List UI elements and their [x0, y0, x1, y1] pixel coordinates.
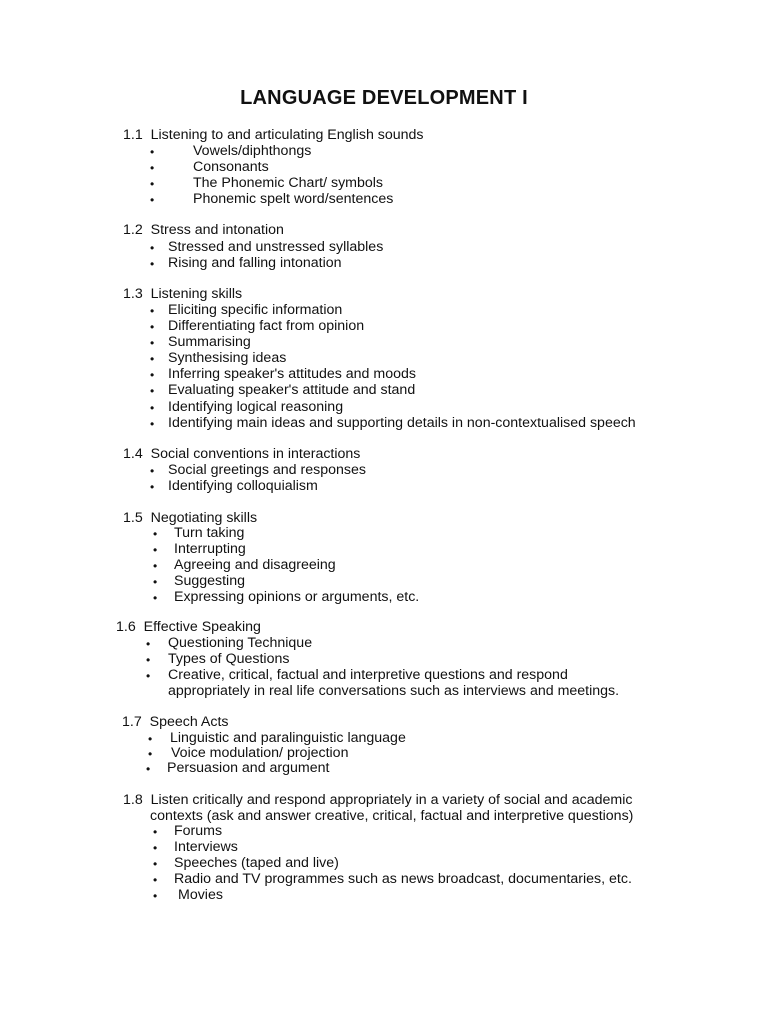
- list-item: Turn taking: [174, 525, 245, 541]
- section-heading-1-8-line2: contexts (ask and answer creative, critical, factual and interpretive questions): [150, 808, 634, 824]
- section-number: 1.6: [116, 619, 136, 635]
- list-item-continuation: appropriately in real life conversations such as interviews and meetings.: [168, 683, 620, 699]
- section-title: Listen critically and respond appropriately in a variety of social and academic: [150, 792, 633, 808]
- bullet-icon: •: [150, 480, 155, 494]
- section-heading-1-1: [123, 127, 424, 143]
- section-title: Effective Speaking: [143, 619, 261, 635]
- bullet-icon: •: [150, 257, 155, 271]
- bullet-icon: •: [150, 177, 155, 191]
- list-item: Types of Questions: [168, 651, 290, 667]
- list-item: Speeches (taped and live): [174, 855, 339, 871]
- section-number: 1.2: [123, 222, 143, 238]
- section-title: Social conventions in interactions: [150, 446, 361, 462]
- bullet-icon: •: [146, 762, 151, 776]
- list-item: Rising and falling intonation: [168, 255, 342, 271]
- section-heading-1-3: [123, 286, 242, 302]
- bullet-icon: •: [153, 575, 158, 589]
- list-item: Consonants: [193, 159, 269, 175]
- section-title: Listening to and articulating English sounds: [150, 127, 424, 143]
- section-title: Negotiating skills: [150, 510, 258, 526]
- section-number: 1.8: [123, 792, 143, 808]
- document-title: LANGUAGE DEVELOPMENT I: [240, 87, 528, 109]
- list-item: Inferring speaker's attitudes and moods: [168, 366, 416, 382]
- bullet-icon: •: [148, 732, 153, 746]
- bullet-icon: •: [153, 543, 158, 557]
- list-item: Identifying main ideas and supporting details in non-contextualised speech: [168, 415, 636, 431]
- list-item: Eliciting specific information: [168, 302, 343, 318]
- section-number: 1.1: [123, 127, 143, 143]
- list-item: Identifying colloquialism: [168, 478, 318, 494]
- list-item: Differentiating fact from opinion: [168, 318, 365, 334]
- section-number: 1.7: [122, 714, 142, 730]
- list-item: Evaluating speaker's attitude and stand: [168, 382, 416, 398]
- list-item: Persuasion and argument: [167, 760, 330, 776]
- list-item: Linguistic and paralinguistic language: [170, 730, 406, 746]
- list-item: Identifying logical reasoning: [168, 399, 344, 415]
- bullet-icon: •: [150, 320, 155, 334]
- bullet-icon: •: [153, 857, 158, 871]
- list-item: Radio and TV programmes such as news broadcast, documentaries, etc.: [174, 871, 632, 887]
- bullet-icon: •: [150, 336, 155, 350]
- list-item: Agreeing and disagreeing: [174, 557, 336, 573]
- section-heading-1-4: [123, 446, 360, 462]
- bullet-icon: •: [150, 417, 155, 431]
- section-heading-1-7: [122, 714, 229, 730]
- section-heading-1-2: [123, 222, 284, 238]
- bullet-icon: •: [150, 401, 155, 415]
- section-number: 1.5: [123, 510, 143, 526]
- list-item: Synthesising ideas: [168, 350, 287, 366]
- list-item: Expressing opinions or arguments, etc.: [174, 589, 420, 605]
- section-heading-1-8: [123, 792, 632, 808]
- bullet-icon: •: [150, 352, 155, 366]
- list-item: Interrupting: [174, 541, 246, 557]
- bullet-icon: •: [153, 591, 158, 605]
- section-heading-1-5: [123, 510, 257, 526]
- bullet-icon: •: [150, 145, 155, 159]
- list-item: Forums: [174, 823, 223, 839]
- list-item: Creative, critical, factual and interpretive questions and respond: [168, 667, 568, 683]
- list-item: The Phonemic Chart/ symbols: [193, 175, 384, 191]
- section-number: 1.3: [123, 286, 143, 302]
- section-number: 1.4: [123, 446, 143, 462]
- list-item: Movies: [178, 887, 223, 903]
- bullet-icon: •: [150, 193, 155, 207]
- list-item: Interviews: [174, 839, 238, 855]
- list-item: Voice modulation/ projection: [171, 745, 349, 761]
- list-item: Social greetings and responses: [168, 462, 366, 478]
- list-item: Summarising: [168, 334, 251, 350]
- bullet-icon: •: [153, 559, 158, 573]
- bullet-icon: •: [146, 669, 151, 683]
- list-item: Suggesting: [174, 573, 245, 589]
- bullet-icon: •: [150, 464, 155, 478]
- bullet-icon: •: [146, 637, 151, 651]
- bullet-icon: •: [150, 368, 155, 382]
- section-heading-1-6: [116, 619, 261, 635]
- list-item: Stressed and unstressed syllables: [168, 239, 384, 255]
- bullet-icon: •: [148, 747, 153, 761]
- list-item: Phonemic spelt word/sentences: [193, 191, 394, 207]
- bullet-icon: •: [150, 304, 155, 318]
- bullet-icon: •: [153, 873, 158, 887]
- bullet-icon: •: [153, 825, 158, 839]
- bullet-icon: •: [153, 841, 158, 855]
- bullet-icon: •: [150, 384, 155, 398]
- list-item: Questioning Technique: [168, 635, 313, 651]
- bullet-icon: •: [150, 241, 155, 255]
- list-item: Vowels/diphthongs: [193, 143, 312, 159]
- bullet-icon: •: [150, 161, 155, 175]
- section-title: Stress and intonation: [150, 222, 284, 238]
- bullet-icon: •: [153, 889, 158, 903]
- bullet-icon: •: [146, 653, 151, 667]
- section-title: Speech Acts: [149, 714, 229, 730]
- section-title: Listening skills: [150, 286, 243, 302]
- bullet-icon: •: [153, 527, 158, 541]
